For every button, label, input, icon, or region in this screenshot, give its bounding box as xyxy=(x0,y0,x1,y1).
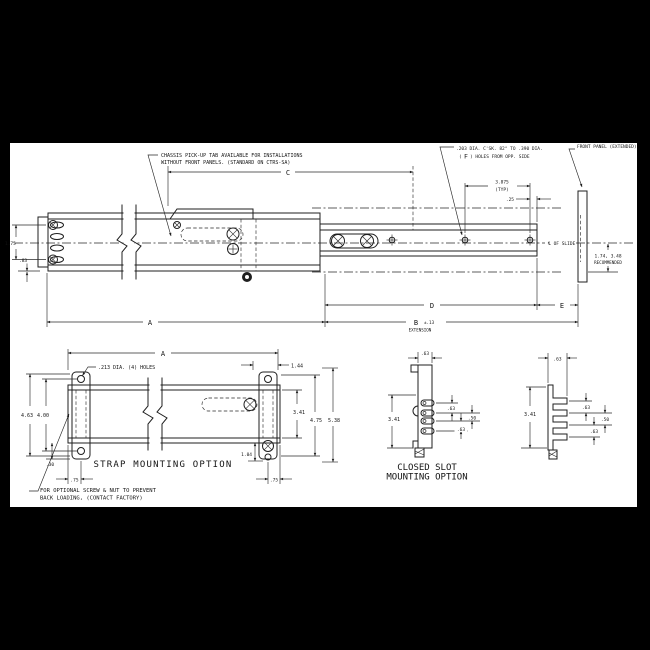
dim-label-end-s1: .63 xyxy=(581,406,591,411)
note-chassis-line1: CHASSIS PICK-UP TAB AVAILABLE FOR INSTALLATIONS xyxy=(161,153,303,159)
dim-label-175: 1.75 xyxy=(5,242,16,247)
dim-label-cs-w: .63 xyxy=(420,352,430,357)
dim-label-end-s2: .50 xyxy=(600,418,610,423)
dim-label-end-w: .63 xyxy=(553,357,562,363)
dim-label-c: C xyxy=(285,169,291,177)
mounting-screw-icon xyxy=(242,272,252,282)
closed-slot-title-line2: MOUNTING OPTION xyxy=(386,472,468,483)
dim-label-end-s3: .63 xyxy=(589,430,599,435)
dim-label-104: 1.04 xyxy=(241,453,252,458)
dim-label-d: D xyxy=(429,302,435,310)
dim-label-cs-s3: .63 xyxy=(456,428,466,433)
note-screw-line1: FOR OPTIONAL SCREW & NUT TO PREVENT xyxy=(40,488,156,494)
break-gap xyxy=(124,211,135,273)
dim-label-174-348: 1.74, 3.48 xyxy=(594,254,622,260)
dim-label-3875: 3.875 xyxy=(495,180,509,186)
note-front-panel-text: FRONT PANEL (EXTENDED) xyxy=(577,145,637,150)
dim-label-538: 5.38 xyxy=(327,418,341,424)
note-csk-f: F xyxy=(464,152,468,161)
break-gap xyxy=(150,377,161,451)
dim-label-cs-h: 3.41 xyxy=(387,417,401,423)
dim-label-463: 4.63 xyxy=(21,413,34,419)
dim-label-400: 4.00 xyxy=(37,413,50,419)
dim-label-030: .30 xyxy=(45,463,55,468)
note-csk-rest: ) HOLES FROM OPP. SIDE xyxy=(470,155,530,160)
note-screw-line2: BACK LOADING, (CONTACT FACTORY) xyxy=(40,495,143,502)
dim-label-cs-s2: .50 xyxy=(467,416,477,422)
dim-label-075r: .75 xyxy=(269,478,279,484)
strap-view-title: STRAP MOUNTING OPTION xyxy=(93,460,233,470)
dim-label-83: .83 xyxy=(19,259,28,264)
centerline-of-slide-label: ℄ OF SLIDE xyxy=(548,242,576,247)
dim-label-recommended: RECOMMENDED xyxy=(594,260,622,265)
dim-label-144: 1.44 xyxy=(291,363,304,370)
dim-label-b-tol: ±.13 xyxy=(424,320,435,325)
dim-label-e: E xyxy=(559,302,565,310)
dim-label-b-extension: EXTENSION xyxy=(408,327,432,333)
drawing-paper xyxy=(10,143,637,507)
dim-label-typ: (TYP) xyxy=(495,188,509,193)
note-csk-paren-open: ( xyxy=(459,155,462,160)
hole-icon xyxy=(228,244,239,255)
dim-label-341: 3.41 xyxy=(292,410,306,416)
dim-label-a: A xyxy=(147,319,153,327)
dim-label-b: B xyxy=(413,319,419,327)
dim-label-cs-s1: .63 xyxy=(446,407,456,412)
dim-label-end-h: 3.41 xyxy=(523,412,537,418)
note-csk-line1: .203 DIA. C'SK. 82° TO .390 DIA. xyxy=(456,147,543,152)
dim-label-25: .25 xyxy=(505,198,514,203)
closed-slot-title-line1: CLOSED SLOT xyxy=(397,463,457,473)
note-chassis-line2: WITHOUT FRONT PANELS. (STANDARD ON CTRS-SA) xyxy=(161,160,291,166)
dim-label-075l: .75 xyxy=(70,478,79,484)
note-holes-text: .213 DIA. (4) HOLES xyxy=(98,365,156,371)
dim-label-strap-a: A xyxy=(160,350,166,358)
dim-label-475: 4.75 xyxy=(309,418,323,424)
